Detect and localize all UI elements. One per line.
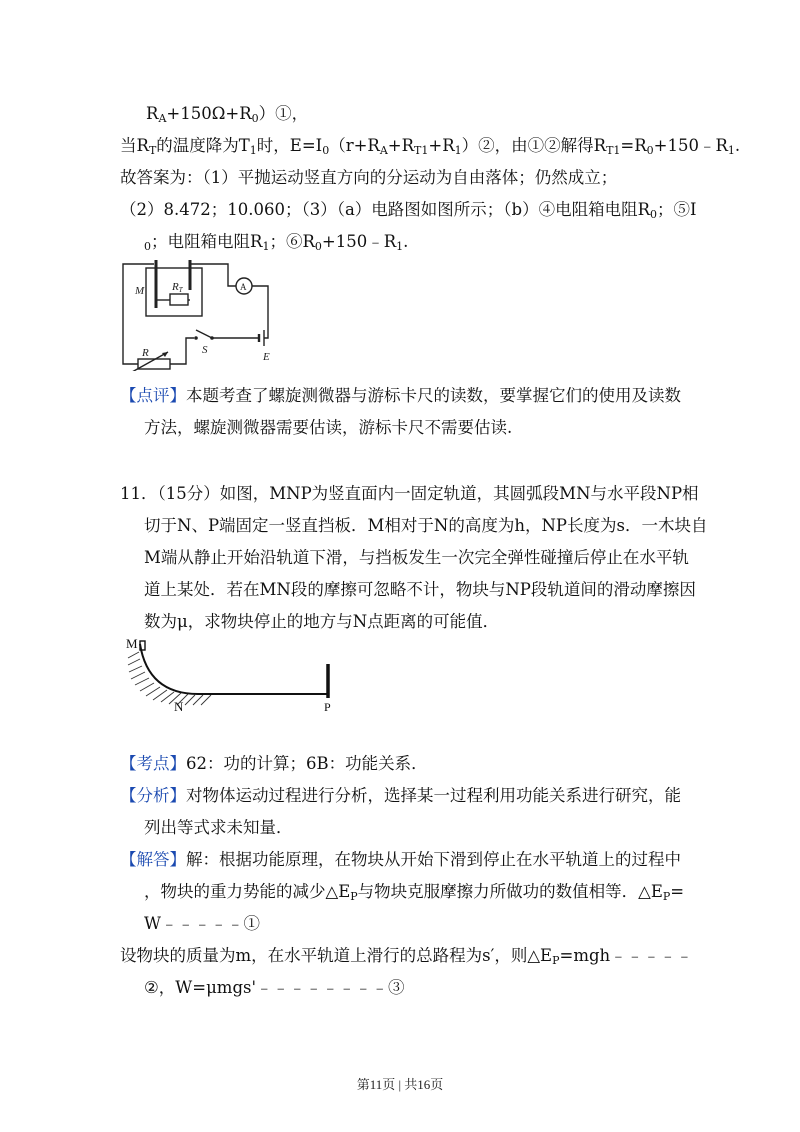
subscript: 1	[396, 240, 404, 253]
text: M端从静止开始沿轨道下滑，与挡板发生一次完全弹性碰撞后停止在水平轨	[144, 548, 689, 567]
text: ；电阻箱电阻R	[151, 232, 263, 251]
text: ；⑥R	[269, 232, 315, 251]
text: 列出等式求未知量．	[144, 818, 293, 837]
subscript: 0	[322, 144, 330, 157]
hatching	[128, 652, 211, 705]
track-diagram	[118, 632, 348, 714]
circuit-diagram	[118, 256, 278, 371]
jieda-line-2	[144, 880, 684, 904]
text: 设物块的质量为m，在水平轨道上滑行的总路程为s′，则△E	[120, 946, 553, 965]
jieda-tag: 【解答】	[120, 850, 186, 869]
subscript: 0	[251, 112, 259, 125]
wire	[123, 264, 154, 364]
subscript: 1	[262, 240, 270, 253]
jieda-line-3	[144, 912, 260, 936]
text: +R	[428, 136, 455, 155]
label-m: M	[126, 636, 138, 651]
fenxi-line-1	[120, 784, 681, 808]
text: 解：根据功能原理，在物块从开始下滑到停止在水平轨道上的过程中	[186, 850, 681, 869]
subscript: A	[379, 144, 388, 157]
track-curve	[140, 644, 328, 694]
text: 11．（15分）如图，MNP为竖直面内一固定轨道，其圆弧段MN与水平段NP相	[120, 484, 699, 503]
subscript: 1	[727, 144, 735, 157]
text: .	[403, 232, 409, 251]
text: W﹣﹣﹣﹣﹣①	[144, 914, 260, 933]
question-line-3	[144, 546, 689, 570]
subscript: T1	[606, 144, 621, 157]
page-footer: 第11页 | 共16页	[356, 1077, 444, 1092]
text: ）②，由①②解得R	[461, 136, 607, 155]
text: ②，W=μmgs'﹣﹣﹣﹣﹣﹣﹣﹣③	[144, 978, 405, 997]
switch-lever	[196, 330, 212, 338]
label-r: R	[172, 281, 179, 293]
label-n: N	[174, 699, 184, 714]
question-line-1	[120, 482, 699, 506]
text: +R	[387, 136, 415, 155]
label-switch: S	[202, 344, 208, 356]
text: 62：功的计算；6B：功能关系．	[186, 754, 428, 773]
text: R	[146, 104, 159, 123]
equation-line-2	[120, 134, 740, 158]
text: 道上某处．若在MN段的摩擦可忽略不计，物块与NP段轨道间的滑动摩擦因	[144, 580, 696, 599]
subscript: T	[148, 144, 157, 157]
text: +150Ω+R	[166, 104, 252, 123]
switch-contact	[194, 336, 198, 340]
subscript: 0	[646, 144, 654, 157]
switch-contact	[210, 336, 214, 340]
subscript: A	[158, 112, 167, 125]
label-rt	[171, 281, 184, 294]
comment-line-2	[144, 416, 512, 440]
comment-line-1	[120, 384, 681, 408]
wire	[252, 286, 268, 338]
text: （2）8.472；10.060；（3）（a）电路图如图所示；（b）④电阻箱电阻R	[120, 200, 651, 219]
text: ）①，	[258, 104, 309, 123]
label-m: M	[135, 285, 145, 297]
text: （r+R	[329, 136, 380, 155]
subscript: P	[662, 890, 671, 903]
text: 切于N、P端固定一竖直挡板．M相对于N的高度为h，NP长度为s．一木块自	[144, 516, 708, 535]
subscript: 0	[144, 240, 151, 253]
label-p: P	[324, 700, 331, 714]
equation-line-1	[146, 102, 308, 126]
text: =mgh﹣﹣﹣﹣﹣	[559, 946, 693, 965]
text: 当R	[120, 136, 149, 155]
label-rheostat: R	[142, 347, 149, 359]
subscript: P	[350, 890, 358, 903]
question-line-4	[144, 578, 696, 602]
question-line-2	[144, 514, 708, 538]
text: ；⑤I	[657, 200, 697, 219]
text: 方法，螺旋测微器需要估读，游标卡尺不需要估读.	[144, 418, 513, 437]
text: +150﹣R	[321, 232, 397, 251]
answer-line-1	[120, 166, 617, 190]
text: +150﹣R	[653, 136, 728, 155]
label-ammeter: A	[240, 282, 247, 292]
text: =	[670, 882, 685, 901]
text: 本题考查了螺旋测微器与游标卡尺的读数，要掌握它们的使用及读数	[186, 386, 681, 405]
subscript: 0	[314, 240, 322, 253]
answer-line-3	[144, 230, 408, 254]
label-t: T	[178, 286, 183, 294]
text: 对物体运动过程进行分析，选择某一过程利用功能关系进行研究，能	[186, 786, 681, 805]
text: 数为μ，求物块停止的地方与N点距离的可能值．	[144, 612, 500, 631]
fenxi-line-2	[144, 816, 293, 840]
text: 的温度降为T	[156, 136, 250, 155]
text: =R	[620, 136, 647, 155]
answer-line-2	[120, 198, 697, 222]
label-battery: E	[263, 351, 270, 363]
wire	[170, 338, 194, 364]
question-line-5	[144, 610, 499, 634]
text: .	[734, 136, 741, 155]
subscript: 0	[650, 208, 658, 221]
kaodian-line	[120, 752, 428, 776]
subscript: P	[552, 954, 560, 967]
text: 时，E=I	[256, 136, 323, 155]
kaodian-tag: 【考点】	[120, 754, 186, 773]
jieda-line-4	[120, 944, 693, 968]
text: 与物块克服摩擦力所做功的数值相等．△E	[357, 882, 663, 901]
jieda-line-5	[144, 976, 405, 1000]
comment-tag: 【点评】	[120, 386, 186, 405]
subscript: 1	[249, 144, 257, 157]
fenxi-tag: 【分析】	[120, 786, 186, 805]
wire	[190, 264, 236, 286]
thermistor-rt	[170, 294, 188, 305]
subscript: 1	[454, 144, 462, 157]
text: ，物块的重力势能的减少△E	[144, 882, 351, 901]
subscript: T1	[414, 144, 429, 157]
text: 故答案为：（1）平抛运动竖直方向的分运动为自由落体；仍然成立；	[120, 168, 618, 187]
jieda-line-1	[120, 848, 681, 872]
